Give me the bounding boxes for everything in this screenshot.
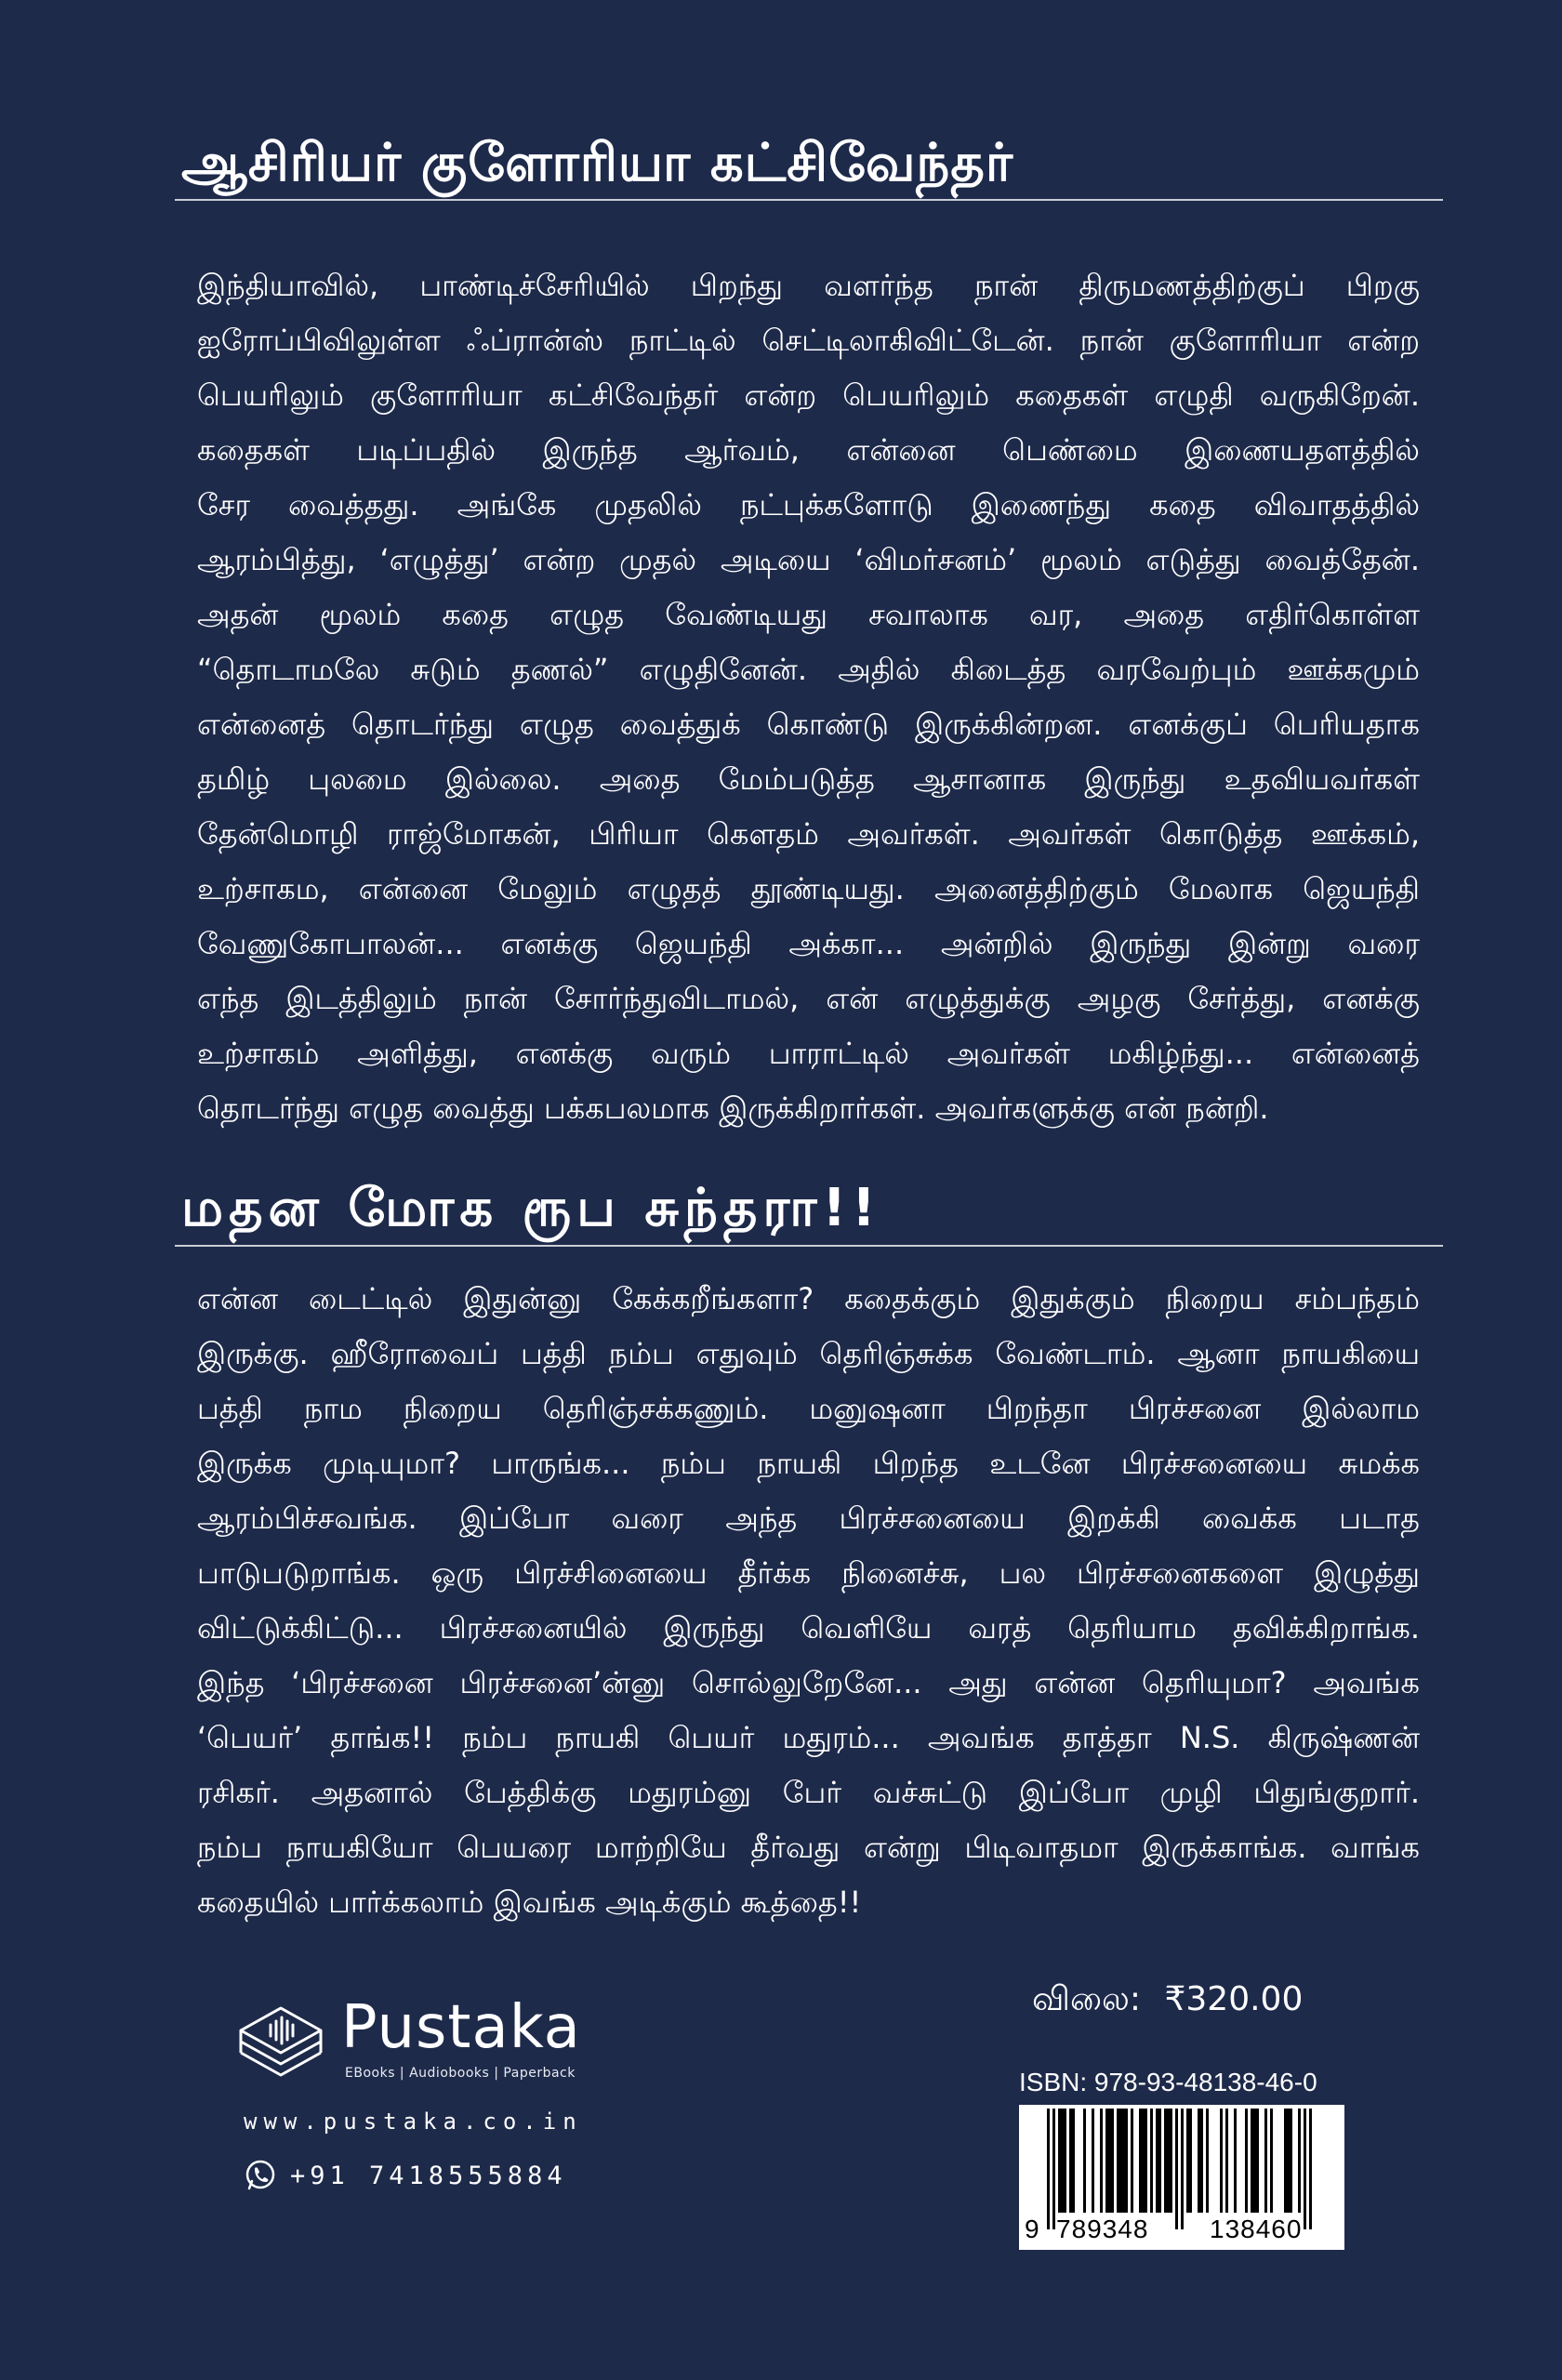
barcode-bar [1284,2109,1287,2213]
isbn-label: ISBN: 978-93-48138-46-0 [1019,2068,1317,2096]
barcode-right-digits: 138460 [1210,2215,1303,2243]
barcode-bar [1298,2109,1301,2213]
publisher-tagline: EBooks | Audiobooks | Paperback [345,2066,576,2081]
barcode-bar [1245,2109,1248,2213]
barcode-bar [1058,2109,1061,2213]
author-bio-paragraph [197,258,1420,1136]
barcode-bar [1158,2109,1161,2213]
barcode-bar [1256,2109,1259,2213]
barcode-bar [1092,2109,1094,2213]
price-value: ₹320.00 [1164,1980,1304,2018]
text-line: ரசிகர். அதனால் பேத்திக்கு மதுரம்னு பேர் வச்சுட்டு இப்போ முழி பிதுங்குறார். [197,1775,1420,1810]
barcode-bar [1225,2109,1228,2213]
publisher-website[interactable]: www.pustaka.co.in [244,2109,583,2135]
barcode-bar [1264,2109,1267,2213]
book-heading-rule [175,1245,1443,1247]
text-line: “தொடாமலே சுடும் தணல்” எழுதினேன். அதில் கிடைத்த வரவேற்பும் ஊக்கமும் [197,652,1421,687]
barcode-bar [1253,2109,1256,2213]
barcode-bar [1290,2109,1292,2213]
text-line: உற்சாகம் அளித்து, எனக்கு வரும் பாராட்டில் அவர்கள் மகிழ்ந்து... என்னைத் [197,1036,1420,1071]
price-label: விலை: [1032,1980,1142,2018]
barcode-bar [1304,2109,1306,2229]
text-line: ஆரம்பிச்சவங்க. இப்போ வரை அந்த பிரச்சனையை இறக்கி வைக்க படாத [197,1501,1420,1536]
author-heading: ஆசிரியர் குளோரியா கட்சிவேந்தர் [181,133,1014,193]
barcode-bar [1117,2109,1119,2213]
text-line: என்ன டைட்டில் இதுன்னு கேக்கறீங்களா? கதைக்கும் இதுக்கும் நிறைய சம்பந்தம் [197,1281,1420,1316]
text-line: பெயரிலும் குளோரியா கட்சிவேந்தர் என்ற பெயரிலும் கதைகள் எழுதி வருகிறேன். [197,377,1420,413]
text-line: தமிழ் புலமை இல்லை. அதை மேம்படுத்த ஆசானாக இருந்து உதவியவர்கள் [197,761,1420,797]
barcode-bar [1198,2109,1200,2213]
barcode-bar [1186,2109,1189,2213]
barcode-bar [1122,2109,1125,2213]
barcode-bar [1100,2109,1103,2213]
text-line: ஆரம்பித்து, ‘எழுத்து’ என்ற முதல் அடியை ‘விமர்சனம்’ மூலம் எடுத்து வைத்தேன். [197,542,1420,577]
text-line: இந்தியாவில், பாண்டிச்சேரியில் பிறந்து வளர்ந்த நான் திருமணத்திற்குப் பிறகு [197,268,1420,303]
price-line [1032,1980,1303,2023]
barcode-left-digits: 789348 [1056,2215,1149,2243]
text-line: இருக்கு. ஹீரோவைப் பத்தி நம்ப எதுவும் தெரிஞ்சுக்க வேண்டாம். ஆனா நாயகியை [197,1336,1420,1371]
barcode-bar [1119,2109,1122,2213]
barcode-bar [1052,2109,1055,2229]
publisher-name: Pustaka [341,1993,581,2062]
barcode-bar [1072,2109,1075,2213]
barcode-bar [1047,2109,1050,2229]
barcode-bar [1061,2109,1064,2213]
barcode-bar [1108,2109,1111,2213]
book-title-heading: மதன மோக ரூப சுந்தரா!! [181,1178,881,1238]
barcode-bar [1131,2109,1133,2213]
barcode-bar [1139,2109,1142,2213]
text-line: வேணுகோபாலன்... எனக்கு ஜெயந்தி அக்கா... அன்றில் இருந்து இன்று வரை [197,926,1420,961]
barcode-bar [1125,2109,1128,2213]
publisher-phone-row [244,2157,567,2194]
barcode-bar [1150,2109,1153,2213]
barcode-bar [1234,2109,1237,2213]
barcode-bar [1270,2109,1273,2213]
barcode-first-digit: 9 [1025,2215,1039,2243]
text-line: ‘பெயர்’ தாங்க!! நம்ப நாயகி பெயர் மதுரம்... அவங்க தாத்தா N.S. கிருஷ்ணன் [197,1720,1420,1755]
text-line: சேர வைத்தது. அங்கே முதலில் நட்புக்களோடு இணைந்து கதை விவாதத்தில் [197,487,1420,522]
barcode-bar [1170,2109,1172,2213]
barcode-bar [1200,2109,1203,2213]
barcode-bar [1105,2109,1108,2213]
barcode-bar [1064,2109,1066,2213]
text-line: தேன்மொழி ராஜ்மோகன், பிரியா கௌதம் அவர்கள். அவர்கள் கொடுத்த ஊக்கம், [197,816,1421,852]
text-line: எந்த இடத்திலும் நான் சோர்ந்துவிடாமல், என் எழுத்துக்கு அழகு சேர்த்து, எனக்கு [197,981,1420,1016]
barcode-bar [1175,2109,1178,2229]
barcode-bar [1181,2109,1184,2229]
barcode-bar [1145,2109,1147,2213]
barcode-bar [1251,2109,1253,2213]
text-line: அதன் மூலம் கதை எழுத வேண்டியது சவாலாக வர, அதை எதிர்கொள்ள [197,597,1420,632]
text-line: நம்ப நாயகியோ பெயரை மாற்றியே தீர்வது என்று பிடிவாதமா இருக்காங்க. வாங்க [197,1830,1420,1865]
barcode-bar [1309,2109,1312,2229]
publisher-phone[interactable]: +91 7418555884 [290,2161,567,2190]
barcode-bar [1069,2109,1072,2213]
barcode-bar [1189,2109,1192,2213]
book-blurb-paragraph [197,1272,1420,1930]
barcode-bar [1287,2109,1290,2213]
barcode-bar [1167,2109,1170,2213]
text-line: கதைகள் படிப்பதில் இருந்த ஆர்வம், என்னை பெண்மை இணையதளத்தில் [197,432,1420,468]
isbn-barcode [1019,2105,1344,2250]
barcode-bar [1164,2109,1167,2213]
pustaka-logo [237,1993,609,2092]
barcode-bar [1142,2109,1145,2213]
text-line: என்னைத் தொடர்ந்து எழுத வைத்துக் கொண்டு இருக்கின்றன. எனக்குப் பெரியதாக [197,707,1420,742]
barcode-bar [1083,2109,1086,2213]
text-line: ஐரோப்பிவிலுள்ள ஃப்ரான்ஸ் நாட்டில் செட்டிலாகிவிட்டேன். நான் குளோரியா என்ற [197,323,1420,358]
text-line: உற்சாகம, என்னை மேலும் எழுதத் தூண்டியது. அனைத்திற்கும் மேலாக ஜெயந்தி [197,871,1420,906]
text-line: இருக்க முடியுமா? பாருங்க... நம்ப நாயகி பிறந்த உடனே பிரச்சனையை சுமக்க [197,1446,1420,1481]
pustaka-book-logo-icon [237,2004,324,2079]
text-line: பத்தி நாம நிறைய தெரிஞ்சக்கணும். மனுஷனா பிறந்தா பிரச்சனை இல்லாம [197,1391,1420,1426]
text-line: பாடுபடுறாங்க. ஒரு பிரச்சினையை தீர்க்க நினைச்சு, பல பிரச்சனைகளை இழுத்து [197,1555,1420,1591]
barcode-digits [1019,2215,1344,2248]
text-line: தொடர்ந்து எழுத வைத்து பக்கபலமாக இருக்கிறார்கள். அவர்களுக்கு என் நன்றி. [197,1091,1269,1126]
barcode-bar [1156,2109,1158,2213]
barcode-bar [1111,2109,1114,2213]
author-heading-rule [175,199,1443,201]
text-line: கதையில் பார்க்கலாம் இவங்க அடிக்கும் கூத்தை!! [197,1884,862,1920]
whatsapp-icon [244,2159,277,2192]
barcode-bar [1220,2109,1223,2213]
barcode-bar [1206,2109,1209,2213]
text-line: விட்டுக்கிட்டு... பிரச்சனையில் இருந்து வெளியே வரத் தெரியாம தவிக்கிறாங்க. [197,1610,1420,1646]
text-line: இந்த ‘பிரச்சனை பிரச்சனை’ன்னு சொல்லுறேனே... அது என்ன தெரியுமா? அவங்க [197,1665,1420,1700]
